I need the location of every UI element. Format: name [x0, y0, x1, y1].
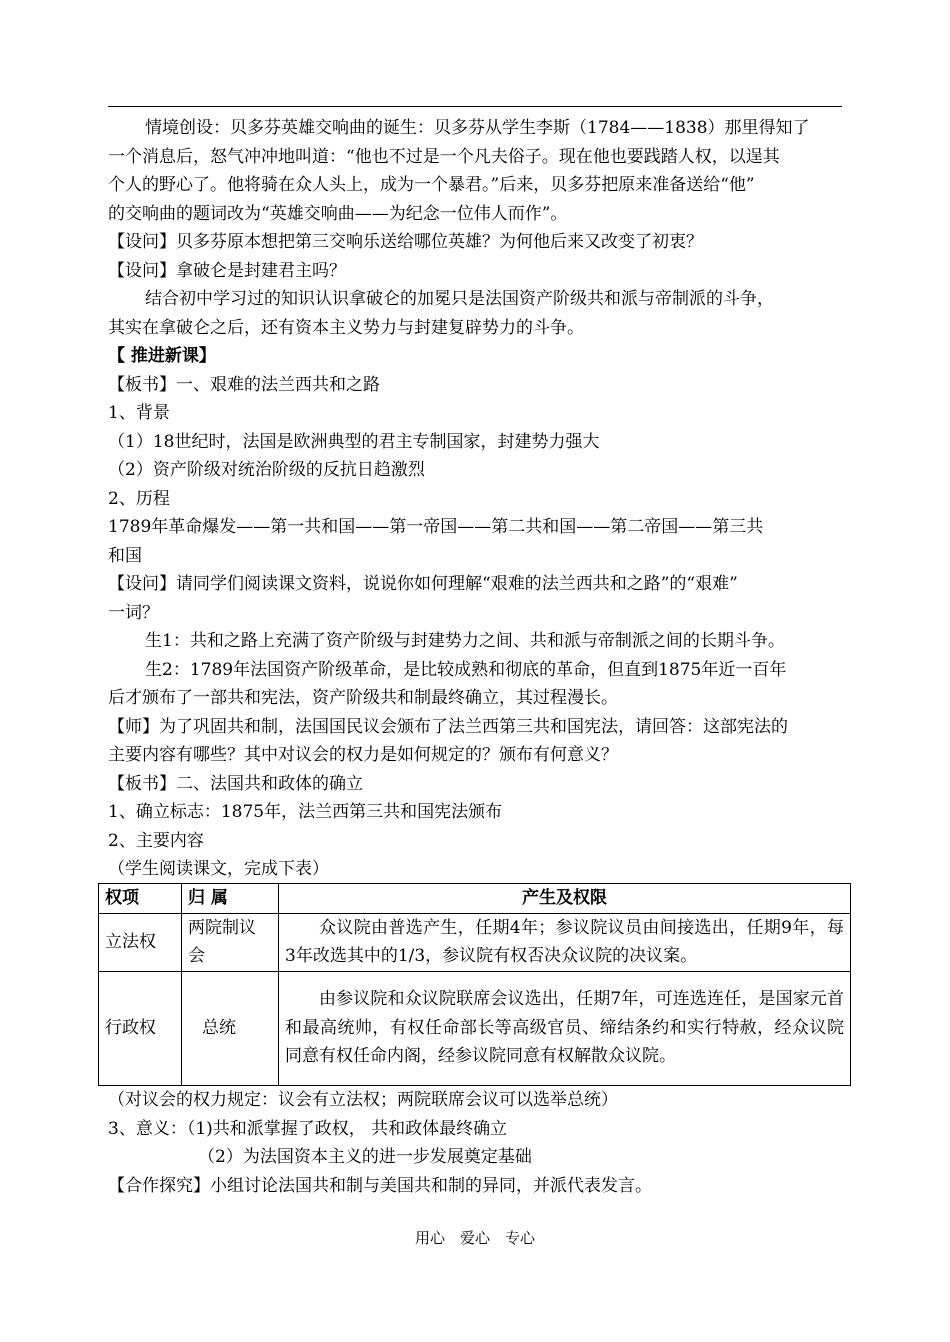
- teacher-line: 【师】为了巩固共和制，法国国民议会颁布了法兰西第三共和国宪法，请回答：这部宪法的: [108, 716, 788, 737]
- list-heading: 1、背景: [108, 403, 170, 423]
- table-cell-owner: 总统: [182, 971, 279, 1085]
- paragraph-line: 情境创设：贝多芬英雄交响曲的诞生：贝多芬从学生李斯（1784——1838）那里得知了: [145, 118, 810, 138]
- timeline-line: 和国: [108, 545, 142, 566]
- question-line: 一词？: [108, 602, 159, 623]
- table-header: 产生及权限: [279, 884, 851, 914]
- paragraph-line: 结合初中学习过的知识认识拿破仑的加冕只是法国资产阶级共和派与帝制派的斗争，: [145, 289, 774, 309]
- table-header: 归 属: [182, 884, 279, 914]
- paragraph-line: 一个消息后，怒气冲冲地叫道：“他也不过是一个凡夫俗子。现在他也要践踏人权，以逞其: [108, 146, 780, 167]
- table-header-row: [99, 884, 851, 914]
- document-body-bottom: [108, 1086, 842, 1200]
- table-cell-owner: 两院制议会: [182, 913, 279, 971]
- question-line: 【设问】贝多芬原本想把第三交响乐送给哪位英雄？为何他后来又改变了初衷？: [108, 232, 703, 252]
- list-heading: 2、主要内容: [108, 830, 204, 851]
- timeline-line: 1789年革命爆发——第一共和国——第一帝国——第二共和国——第二帝国——第三共: [108, 517, 764, 537]
- table-cell-right: 行政权: [99, 971, 182, 1085]
- question-line: 【设问】拿破仑是封建君主吗？: [108, 260, 346, 281]
- instruction-line: （学生阅读课文，完成下表）: [108, 859, 329, 879]
- powers-table: [98, 883, 851, 1086]
- table-row: [99, 913, 851, 971]
- list-item: （2）为法国资本主义的进一步发展奠定基础: [198, 1147, 532, 1167]
- table-row: [99, 971, 851, 1085]
- student-answer: 后才颁布了一部共和宪法，资产阶级共和制最终确立，其过程漫长。: [108, 688, 618, 708]
- teacher-line: 主要内容有哪些？其中对议会的权力是如何规定的？颁布有何意义？: [108, 745, 618, 765]
- table-cell-detail: 众议院由普选产生，任期4年；参议院议员由间接选出，任期9年，每3年改选其中的1/3，参议院有权否决众议院的决议案。: [279, 913, 851, 971]
- paragraph-line: 其实在拿破仑之后，还有资本主义势力与封建复辟势力的斗争。: [108, 317, 584, 338]
- document-body: [108, 114, 842, 884]
- table-cell-right: 立法权: [99, 913, 182, 971]
- list-heading: 2、历程: [108, 488, 170, 509]
- table-header: 权项: [99, 884, 182, 914]
- section-heading: 【 推进新课】: [108, 346, 216, 366]
- page-footer: 用心 爱心 专心: [414, 1229, 535, 1247]
- activity-line: 【合作探究】小组讨论法国共和制与美国共和制的异同，并派代表发言。: [108, 1175, 652, 1196]
- paragraph-line: 的交响曲的题词改为“英雄交响曲——为纪念一位伟人而作”。: [108, 203, 568, 224]
- list-heading: 3、意义：（1)共和派掌握了政权， 共和政体最终确立: [108, 1118, 508, 1139]
- question-line: 【设问】请同学们阅读课文资料，说说你如何理解“艰难的法兰西共和之路”的“艰难”: [108, 574, 738, 594]
- list-item: 1、确立标志：1875年，法兰西第三共和国宪法颁布: [108, 802, 503, 822]
- header-rule: [108, 106, 842, 107]
- list-item: （1）18世纪时，法国是欧洲典型的君主专制国家，封建势力强大: [108, 431, 600, 452]
- board-heading: 【板书】一、艰难的法兰西共和之路: [108, 374, 380, 395]
- note-line: （对议会的权力规定：议会有立法权；两院联席会议可以选举总统）: [108, 1090, 618, 1110]
- student-answer: 生1：共和之路上充满了资产阶级与封建势力之间、共和派与帝制派之间的长期斗争。: [145, 631, 785, 651]
- list-item: （2）资产阶级对统治阶级的反抗日趋激烈: [108, 460, 425, 480]
- paragraph-line: 个人的野心了。他将骑在众人头上，成为一个暴君。”后来，贝多芬把原来准备送给“他”: [108, 175, 755, 195]
- student-answer: 生2：1789年法国资产阶级革命，是比较成熟和彻底的革命，但直到1875年近一百年: [145, 659, 787, 680]
- board-heading: 【板书】二、法国共和政体的确立: [108, 773, 363, 794]
- table-cell-detail: 由参议院和众议院联席会议选出，任期7年，可连选连任，是国家元首和最高统帅，有权任命部长等高级官员、缔结条约和实行特赦，经众议院同意有权任命内阁，经参议院同意有权解散众议院。: [279, 971, 851, 1085]
